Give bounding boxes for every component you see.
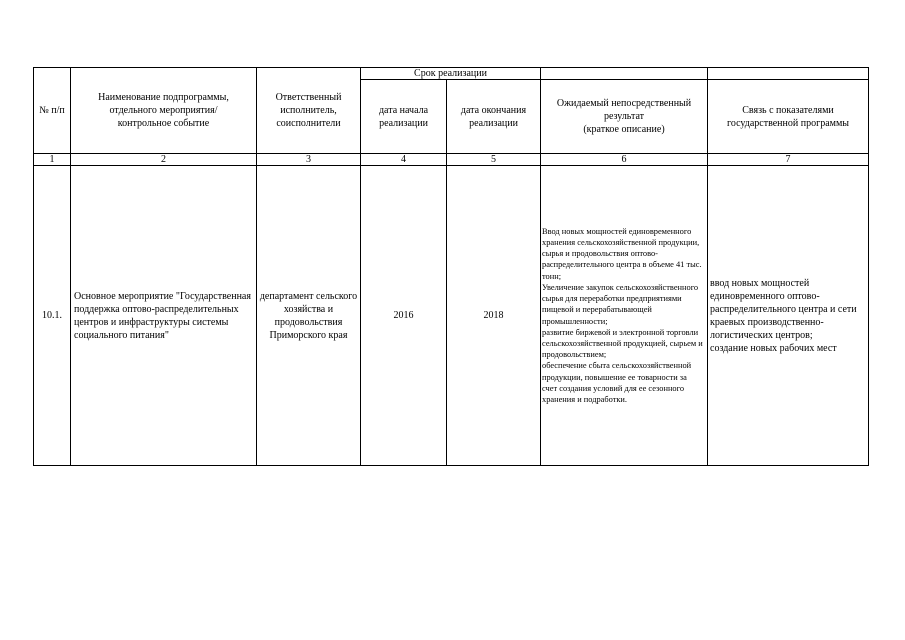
table-border-bottom (33, 465, 869, 466)
header-end-date: дата окончания реализации (460, 104, 527, 129)
row-program-link: ввод новых мощностей единовременного оптово-распределительного центра и сети краевых производственно-логистических центров; создание новых рабочих мест (710, 277, 857, 354)
column-number-7: 7 (785, 154, 791, 165)
header-period-group: Срок реализации (414, 67, 487, 79)
column-number-5: 5 (491, 154, 496, 165)
row-executor: департамент сельского хозяйства и продовольствия Приморского края (259, 290, 358, 341)
column-number-2: 2 (161, 154, 166, 165)
header-program-link: Связь с показателями государственной программы (726, 104, 850, 129)
header-executor: Ответственный исполнитель, соисполнители (275, 92, 342, 129)
row-activity-name: Основное мероприятие "Государственная поддержка оптово-распределительных центров и инфраструктуры системы социального питания" (74, 290, 251, 341)
row-number: 10.1. (42, 310, 62, 321)
column-number-1: 1 (49, 154, 55, 165)
header-name: Наименование подпрограммы, отдельного мероприятия/контрольное событие (98, 92, 229, 129)
column-number-4: 4 (401, 154, 406, 165)
column-number-6: 6 (621, 154, 627, 165)
row-end-year: 2018 (483, 310, 504, 321)
column-number-3: 3 (306, 154, 311, 165)
table-border-right (868, 67, 869, 466)
header-row-number: № п/п (39, 105, 65, 116)
row-start-year: 2016 (393, 310, 414, 321)
header-expected-result: Ожидаемый непосредственный результат (краткое описание) (556, 98, 692, 135)
row-expected-result: Ввод новых мощностей единовременного хранения сельскохозяйственной продукции, сырья и продовольствия оптово-распределительного центра в объеме 41 тыс. тонн; Увеличение закупок сельскохозяйственного сырья для переработки предприятиями пищевой и перерабатывающей промышленности; развитие биржевой и электронной торговли сельскохозяйственной продукцией, сырьем и продовольствием; обеспечение сбыта сельскохозяйственной продукции, повышение ее товарности за счет создания условий для ее сезонного хранения и подработки. (542, 226, 703, 404)
plan-table (33, 67, 869, 466)
header-start-date: дата начала реализации (378, 104, 429, 129)
